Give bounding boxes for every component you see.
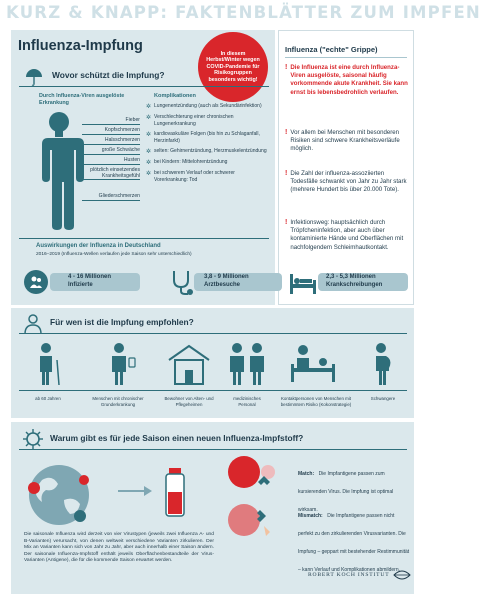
mismatch-text: Die Impfantigene passen nicht perfekt zu den zirkulierenden Virusvarianten. Die Impfung – geppart mit bestehender Restimmunität – kann Verlauf und Komplikationen abmildern. <box>298 513 410 573</box>
complications-list <box>146 103 268 183</box>
symptom-fever <box>82 117 140 125</box>
sidebar-item-text: Die Zahl der influenza-assoziierten Todesfälle schwankt von Jahr zu Jahr stark (mehrere Hundert bis über 20.000 Tote). <box>290 170 407 194</box>
rki-logo-text: ROBERT KOCH INSTITUT <box>308 572 390 578</box>
section3-underline <box>19 449 407 450</box>
group-label: Kontaktpersonen von Menschen mit bestimmtem Risiko (Kokonstrategie) <box>280 396 352 407</box>
symptom-label: große Schwäche <box>101 147 140 153</box>
complication-item: ✲ bei schwerem Verlauf oder schwerer Vorerkrankung: Tod <box>146 170 235 183</box>
complication-item: ✲ kardiovaskuläre Folgen (bis hin zu Schlaganfall, Herzinfarkt) <box>146 131 260 144</box>
stat-sick-notes-label: Krankschreibungen <box>326 282 383 288</box>
vaccine-vial-icon <box>160 466 190 518</box>
group-label: Schwangere <box>370 396 396 401</box>
banner-text: KURZ & KNAPP: FAKTENBLÄTTER ZUM IMPFEN <box>6 3 481 22</box>
alert-text: In diesem Herbst/Winter wegen COVID-Pandemie für Risikogruppen besonders wichtig! <box>206 50 260 83</box>
sidebar-item-1 <box>285 64 409 97</box>
mismatch-box <box>298 504 410 576</box>
match-virus-icon <box>224 452 284 494</box>
symptom-sore-throat <box>82 137 140 145</box>
section2-heading: Für wen ist die Impfung empfohlen? <box>50 317 194 327</box>
symptom-label: Husten <box>123 157 140 163</box>
symptom-limb-pain <box>82 193 140 201</box>
complication-item: ✲ Lungenentzündung (auch als Sekundärinfektion) <box>146 103 262 110</box>
chronic-patient-icon <box>99 342 139 386</box>
page-title: Influenza-Impfung <box>18 38 143 54</box>
medical-staff-icon <box>225 342 269 386</box>
symptom-sudden-illness <box>82 167 140 180</box>
virus-bullet-icon: ✲ <box>146 160 152 166</box>
symptoms-heading: Durch Influenza-Viren ausgelöste Erkrankung <box>39 93 125 106</box>
complication-item: ✲ bei Kindern: Mittelohrentzündung <box>146 159 228 166</box>
group-label: ab 60 Jahren <box>35 396 61 401</box>
pregnant-woman-icon <box>367 342 397 386</box>
section3-heading: Warum gibt es für jede Saison einen neuen Influenza-Impfstoff? <box>50 433 304 443</box>
virus-bullet-icon: ✲ <box>146 171 152 177</box>
group-label: Menschen mit chronischer Grunderkrankung <box>92 396 144 407</box>
rki-logo-mark-icon <box>393 570 411 580</box>
bed-icon <box>288 270 318 296</box>
section1-heading: Wovor schützt die Impfung? <box>52 70 165 80</box>
symptom-headache <box>82 127 140 135</box>
virus-bullet-icon: ✲ <box>146 132 152 138</box>
sidebar <box>278 30 414 305</box>
people-icon <box>22 313 44 335</box>
arrow-icon <box>118 484 152 498</box>
recommended-groups <box>19 338 407 416</box>
virus-bullet-icon: ✲ <box>146 115 152 121</box>
complications-heading: Komplikationen <box>154 93 196 99</box>
section2-underline <box>19 333 407 334</box>
symptom-label: Halsschmerzen <box>104 137 140 143</box>
stat-doctor-visits-label: Arztbesuche <box>204 282 241 288</box>
symptom-weakness <box>82 147 140 155</box>
group-label: medizinisches Personal <box>233 396 261 407</box>
stat-doctor-visits-value: 3,8 - 9 Millionen <box>204 274 249 280</box>
care-home-icon <box>167 342 211 386</box>
vaccine-explanation: Die saisonale Influenza wird derzeit von vier Virustypen (jeweils zwei Influenza A- und B-Varianten) verursacht, von denen weltweit verschiedene Varianten zirkulieren. Der Mix an Varianten kann sich von Jahr zu Jahr, aber auch innerhalb einer Saison ändern. Der saisonale Influenza-Impfstoff enthält jeweils Oberflächenbestandteile der Virus-Varianten (Antigene), die für die kommende Saison erwartet werden. <box>24 532 214 564</box>
red-exclamation-icon: ! <box>285 64 288 71</box>
match-text: Die Impfantigene passen zum kursierenden Virus. Die Impfung ist optimal wirksam. <box>298 471 394 513</box>
sidebar-divider <box>285 57 407 58</box>
sidebar-item-text: Infektionsweg: hauptsächlich durch Tröpfcheninfektion, aber auch über kontaminierte Hände und Oberflächen mit nachfolgendem Schleimhautkontakt. <box>290 219 404 251</box>
match-label: Match: <box>298 471 315 477</box>
globe-icon <box>24 460 94 530</box>
alert-badge <box>198 32 268 102</box>
section1-underline <box>19 86 269 87</box>
sidebar-item-4 <box>285 219 409 252</box>
sidebar-title: Influenza ("echte" Grippe) <box>285 45 378 54</box>
impact-divider <box>19 238 269 239</box>
complication-item: ✲ selten: Gehirnentzündung, Herzmuskelentzündung <box>146 148 267 155</box>
group-label: Bewohner von Alten- und Pflegeheimen <box>164 396 214 407</box>
symptom-label: Kopfschmerzen <box>104 127 140 133</box>
virus-bullet-icon: ✲ <box>146 149 152 155</box>
virus-bullet-icon: ✲ <box>146 104 152 110</box>
symptom-cough <box>82 157 140 165</box>
senior-icon <box>33 342 63 386</box>
red-exclamation-icon: ! <box>285 219 288 226</box>
mismatch-virus-icon <box>224 500 284 542</box>
stat-sick-notes-value: 2,3 - 5,3 Millionen <box>326 274 376 280</box>
impact-subtitle: 2016–2019 (Influenza-Wellen verlaufen jede Saison sehr unterschiedlich) <box>36 252 192 257</box>
red-exclamation-icon: ! <box>285 170 288 177</box>
group-divider-line <box>19 390 407 391</box>
red-exclamation-icon: ! <box>285 129 288 136</box>
symptom-label: Fieber <box>125 117 140 123</box>
infected-people-icon <box>24 270 48 294</box>
umbrella-icon <box>25 68 43 86</box>
sidebar-item-text: Die Influenza ist eine durch Influenza-Viren ausgelöste, saisonal häufig vorkommende akute Krankheit. Sie kann ernst bis lebensbedrohlich verlaufen. <box>290 64 408 96</box>
sidebar-item-3 <box>285 170 409 195</box>
complication-item: ✲ Verschlechterung einer chronischen Lungenerkrankung <box>146 114 234 127</box>
stat-infected-value: 4 - 16 Millionen <box>68 274 112 280</box>
virus-icon <box>22 428 44 450</box>
sidebar-item-2 <box>285 129 409 154</box>
mismatch-label: Mismatch: <box>298 513 323 519</box>
banner <box>0 0 481 30</box>
stats-row <box>20 266 412 302</box>
stat-infected-label: Infizierte <box>68 282 93 288</box>
stethoscope-icon <box>168 268 196 296</box>
symptom-label: Gliederschmerzen <box>98 193 140 199</box>
symptom-label: plötzlich einsetzendes Krankheitsgefühl <box>90 167 140 180</box>
hospital-bed-icon <box>287 344 337 384</box>
rki-logo <box>308 570 411 580</box>
sidebar-item-text: Vor allem bei Menschen mit besonderen Risiken sind schwere Krankheitsverläufe möglich. <box>290 129 400 153</box>
impact-heading: Auswirkungen der Influenza in Deutschland <box>36 243 161 249</box>
